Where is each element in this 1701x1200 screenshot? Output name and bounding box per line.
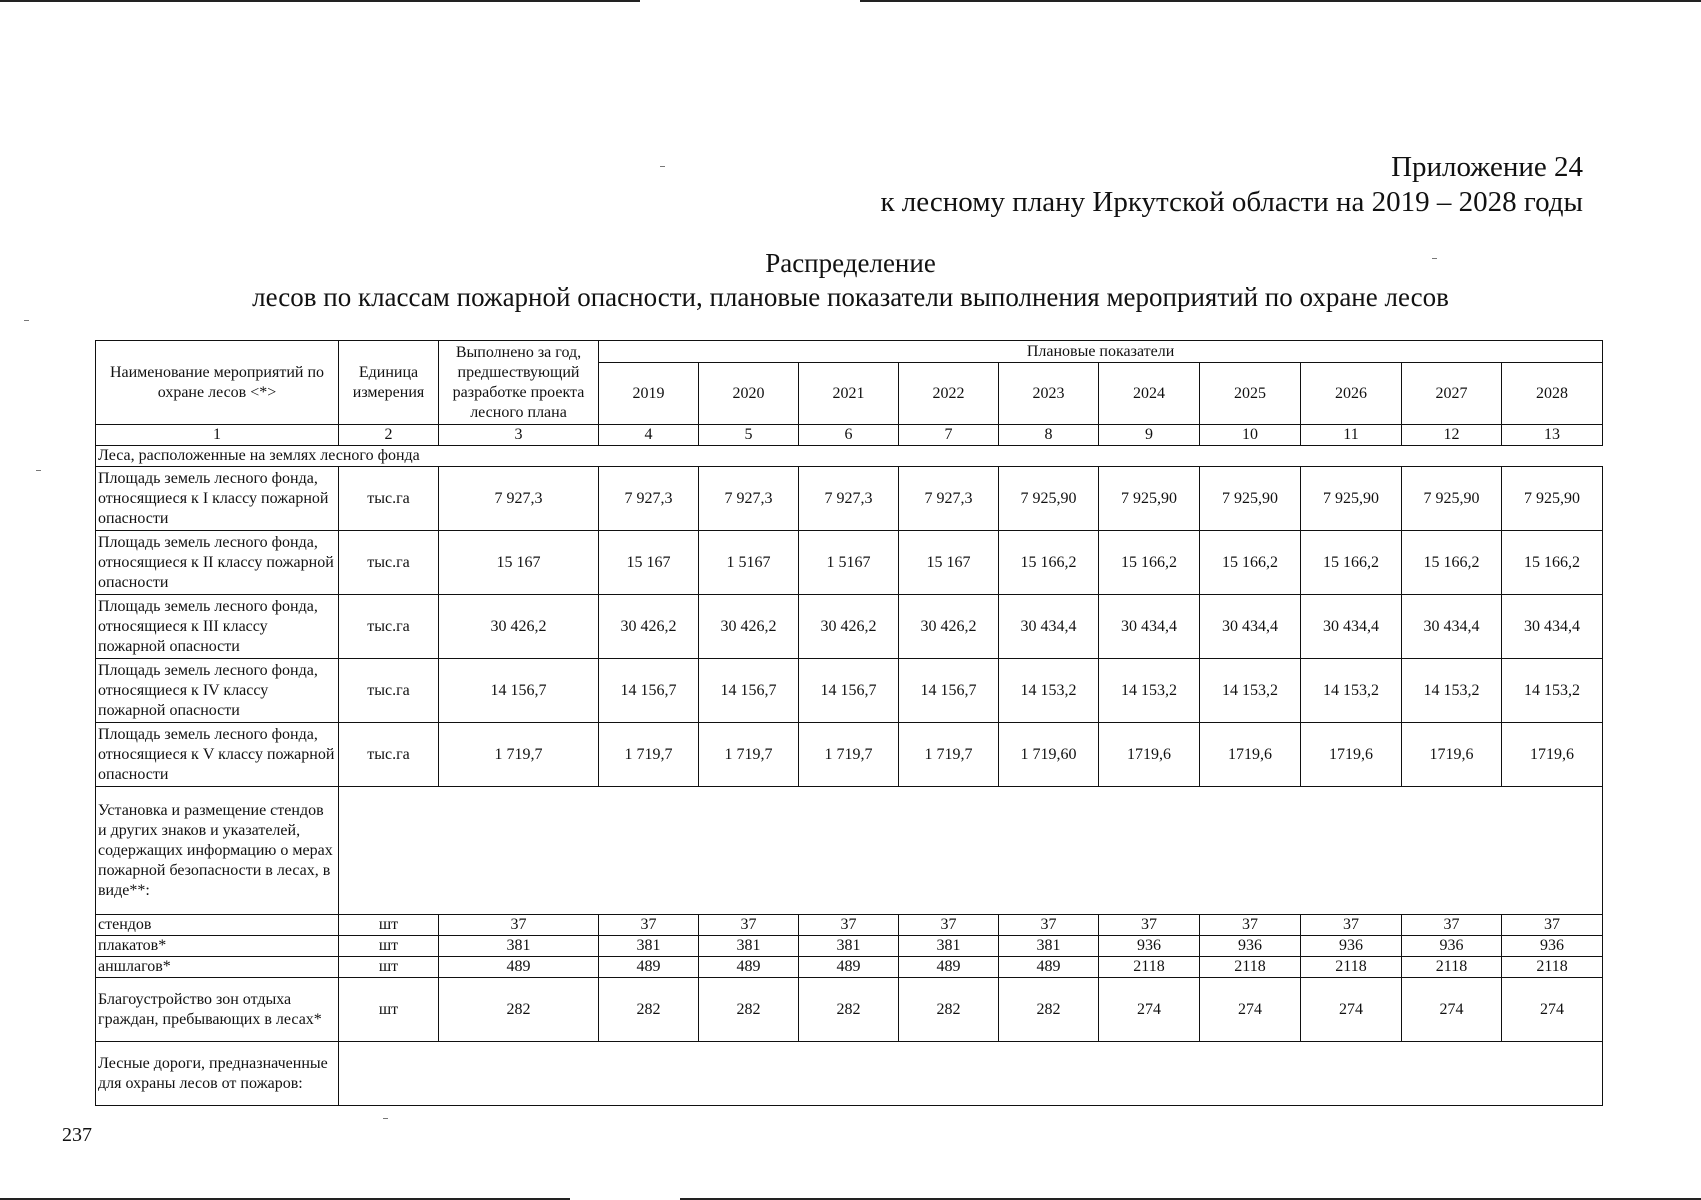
value-cell: 14 156,7 xyxy=(699,659,799,723)
unit-cell: шт xyxy=(339,957,439,978)
value-cell: 2118 xyxy=(1301,957,1402,978)
value-cell: 37 xyxy=(1402,915,1502,936)
title-line-2: лесов по классам пожарной опасности, плановые показатели выполнения мероприятий по охране лесов xyxy=(252,282,1449,312)
value-cell: 7 927,3 xyxy=(439,467,599,531)
value-cell: 37 xyxy=(599,915,699,936)
unit-cell: шт xyxy=(339,936,439,957)
scan-speck xyxy=(24,320,29,321)
unit-cell: тыс.га xyxy=(339,467,439,531)
value-cell: 381 xyxy=(599,936,699,957)
value-cell: 30 434,4 xyxy=(1502,595,1603,659)
value-cell: 274 xyxy=(1301,978,1402,1042)
value-cell: 30 434,4 xyxy=(1099,595,1200,659)
value-cell: 37 xyxy=(1200,915,1301,936)
value-cell: 14 156,7 xyxy=(799,659,899,723)
value-cell: 381 xyxy=(699,936,799,957)
page-number: 237 xyxy=(62,1124,92,1146)
value-cell: 7 927,3 xyxy=(899,467,999,531)
value-cell: 37 xyxy=(1502,915,1603,936)
value-cell: 1719,6 xyxy=(1301,723,1402,787)
value-cell: 30 426,2 xyxy=(899,595,999,659)
year-header: 2023 xyxy=(999,363,1099,425)
value-cell: 936 xyxy=(1301,936,1402,957)
year-header: 2024 xyxy=(1099,363,1200,425)
value-cell: 2118 xyxy=(1099,957,1200,978)
value-cell: 15 166,2 xyxy=(1099,531,1200,595)
empty-cell xyxy=(339,1042,1603,1106)
value-cell: 2118 xyxy=(1200,957,1301,978)
section-heading: Леса, расположенные на землях лесного фонда xyxy=(96,446,1603,467)
value-cell: 2118 xyxy=(1502,957,1603,978)
table-row xyxy=(96,723,1603,787)
scan-speck xyxy=(660,166,665,167)
value-cell: 37 xyxy=(439,915,599,936)
value-cell: 30 434,4 xyxy=(1301,595,1402,659)
table-row xyxy=(96,978,1603,1042)
value-cell: 274 xyxy=(1099,978,1200,1042)
value-cell: 489 xyxy=(899,957,999,978)
scan-edge-top-right xyxy=(860,0,1701,2)
scan-speck xyxy=(1432,258,1437,259)
class-area-name: Площадь земель лесного фонда, относящиеся к II классу пожарной опасности xyxy=(96,531,339,595)
value-cell: 37 xyxy=(899,915,999,936)
value-cell: 7 925,90 xyxy=(1200,467,1301,531)
value-cell: 489 xyxy=(999,957,1099,978)
value-cell: 489 xyxy=(599,957,699,978)
value-cell: 381 xyxy=(799,936,899,957)
value-cell: 7 925,90 xyxy=(1099,467,1200,531)
value-cell: 1 719,7 xyxy=(699,723,799,787)
value-cell: 489 xyxy=(439,957,599,978)
column-number: 2 xyxy=(339,425,439,446)
year-header: 2026 xyxy=(1301,363,1402,425)
value-cell: 37 xyxy=(1301,915,1402,936)
value-cell: 37 xyxy=(999,915,1099,936)
value-cell: 1719,6 xyxy=(1099,723,1200,787)
class-area-name: Площадь земель лесного фонда, относящиеся к I классу пожарной опасности xyxy=(96,467,339,531)
value-cell: 15 166,2 xyxy=(1402,531,1502,595)
fire-protection-table xyxy=(95,340,1603,1106)
column-number: 8 xyxy=(999,425,1099,446)
column-number: 11 xyxy=(1301,425,1402,446)
title-line-1: Распределение xyxy=(765,248,936,278)
sign-type-name: стендов xyxy=(96,915,339,936)
value-cell: 1719,6 xyxy=(1402,723,1502,787)
year-header: 2022 xyxy=(899,363,999,425)
value-cell: 1 719,7 xyxy=(599,723,699,787)
table-row xyxy=(96,1042,1603,1106)
value-cell: 37 xyxy=(1099,915,1200,936)
document-title xyxy=(0,246,1701,314)
header-done: Выполнено за год, предшествующий разработке проекта лесного плана xyxy=(439,341,599,425)
scan-edge-top-left xyxy=(0,0,640,2)
value-cell: 282 xyxy=(999,978,1099,1042)
value-cell: 1 5167 xyxy=(699,531,799,595)
value-cell: 7 925,90 xyxy=(1402,467,1502,531)
header-name: Наименование мероприятий по охране лесов <*> xyxy=(96,341,339,425)
column-number: 10 xyxy=(1200,425,1301,446)
value-cell: 30 426,2 xyxy=(699,595,799,659)
recreation-name: Благоустройство зон отдыха граждан, пребывающих в лесах* xyxy=(96,978,339,1042)
year-header: 2021 xyxy=(799,363,899,425)
year-header: 2019 xyxy=(599,363,699,425)
value-cell: 30 434,4 xyxy=(1402,595,1502,659)
table-row xyxy=(96,915,1603,936)
value-cell: 15 166,2 xyxy=(1502,531,1603,595)
value-cell: 30 426,2 xyxy=(599,595,699,659)
value-cell: 1719,6 xyxy=(1502,723,1603,787)
value-cell: 274 xyxy=(1502,978,1603,1042)
value-cell: 14 156,7 xyxy=(899,659,999,723)
value-cell: 936 xyxy=(1200,936,1301,957)
value-cell: 14 153,2 xyxy=(1402,659,1502,723)
value-cell: 7 925,90 xyxy=(1502,467,1603,531)
value-cell: 1 719,7 xyxy=(799,723,899,787)
value-cell: 14 153,2 xyxy=(1301,659,1402,723)
table-row xyxy=(96,531,1603,595)
annex-number: Приложение 24 xyxy=(1391,151,1583,183)
table-row xyxy=(96,787,1603,915)
value-cell: 14 153,2 xyxy=(1200,659,1301,723)
table-row xyxy=(96,595,1603,659)
value-cell: 30 426,2 xyxy=(439,595,599,659)
unit-cell: тыс.га xyxy=(339,531,439,595)
empty-cell xyxy=(339,787,1603,915)
value-cell: 936 xyxy=(1402,936,1502,957)
value-cell: 282 xyxy=(799,978,899,1042)
value-cell: 37 xyxy=(799,915,899,936)
value-cell: 30 434,4 xyxy=(999,595,1099,659)
table-row xyxy=(96,467,1603,531)
value-cell: 381 xyxy=(439,936,599,957)
year-header: 2020 xyxy=(699,363,799,425)
value-cell: 1 719,7 xyxy=(439,723,599,787)
value-cell: 274 xyxy=(1200,978,1301,1042)
value-cell: 37 xyxy=(699,915,799,936)
table-row xyxy=(96,659,1603,723)
unit-cell: тыс.га xyxy=(339,595,439,659)
column-number: 12 xyxy=(1402,425,1502,446)
annex-reference: к лесному плану Иркутской области на 2019 – 2028 годы xyxy=(880,186,1583,218)
value-cell: 489 xyxy=(799,957,899,978)
year-header: 2027 xyxy=(1402,363,1502,425)
table-row xyxy=(96,936,1603,957)
value-cell: 282 xyxy=(699,978,799,1042)
value-cell: 7 925,90 xyxy=(999,467,1099,531)
column-number: 4 xyxy=(599,425,699,446)
scan-speck xyxy=(383,1118,388,1119)
stands-heading: Установка и размещение стендов и других знаков и указателей, содержащих информацию о мерах пожарной безопасности в лесах, в виде**: xyxy=(96,787,339,915)
header-plan: Плановые показатели xyxy=(599,341,1603,363)
value-cell: 7 927,3 xyxy=(699,467,799,531)
value-cell: 1 719,7 xyxy=(899,723,999,787)
sign-type-name: плакатов* xyxy=(96,936,339,957)
header-unit: Единица измерения xyxy=(339,341,439,425)
class-area-name: Площадь земель лесного фонда, относящиеся к III классу пожарной опасности xyxy=(96,595,339,659)
value-cell: 14 156,7 xyxy=(599,659,699,723)
value-cell: 15 167 xyxy=(899,531,999,595)
value-cell: 15 167 xyxy=(599,531,699,595)
value-cell: 936 xyxy=(1502,936,1603,957)
value-cell: 7 927,3 xyxy=(799,467,899,531)
value-cell: 1 5167 xyxy=(799,531,899,595)
value-cell: 14 153,2 xyxy=(1502,659,1603,723)
annex-heading xyxy=(880,150,1583,219)
value-cell: 1 719,60 xyxy=(999,723,1099,787)
value-cell: 30 426,2 xyxy=(799,595,899,659)
value-cell: 14 156,7 xyxy=(439,659,599,723)
column-number: 6 xyxy=(799,425,899,446)
value-cell: 282 xyxy=(439,978,599,1042)
class-area-name: Площадь земель лесного фонда, относящиеся к IV классу пожарной опасности xyxy=(96,659,339,723)
value-cell: 282 xyxy=(599,978,699,1042)
column-number: 3 xyxy=(439,425,599,446)
value-cell: 489 xyxy=(699,957,799,978)
value-cell: 15 166,2 xyxy=(1200,531,1301,595)
unit-cell: тыс.га xyxy=(339,723,439,787)
column-number: 1 xyxy=(96,425,339,446)
scan-speck xyxy=(36,470,41,471)
value-cell: 381 xyxy=(999,936,1099,957)
value-cell: 274 xyxy=(1402,978,1502,1042)
value-cell: 282 xyxy=(899,978,999,1042)
roads-heading: Лесные дороги, предназначенные для охраны лесов от пожаров: xyxy=(96,1042,339,1106)
unit-cell: тыс.га xyxy=(339,659,439,723)
column-number: 9 xyxy=(1099,425,1200,446)
value-cell: 7 925,90 xyxy=(1301,467,1402,531)
unit-cell: шт xyxy=(339,915,439,936)
unit-cell: шт xyxy=(339,978,439,1042)
sign-type-name: аншлагов* xyxy=(96,957,339,978)
value-cell: 14 153,2 xyxy=(999,659,1099,723)
value-cell: 7 927,3 xyxy=(599,467,699,531)
class-area-name: Площадь земель лесного фонда, относящиеся к V классу пожарной опасности xyxy=(96,723,339,787)
value-cell: 14 153,2 xyxy=(1099,659,1200,723)
column-number: 5 xyxy=(699,425,799,446)
value-cell: 1719,6 xyxy=(1200,723,1301,787)
value-cell: 15 166,2 xyxy=(1301,531,1402,595)
column-number: 7 xyxy=(899,425,999,446)
value-cell: 936 xyxy=(1099,936,1200,957)
value-cell: 381 xyxy=(899,936,999,957)
year-header: 2025 xyxy=(1200,363,1301,425)
value-cell: 2118 xyxy=(1402,957,1502,978)
year-header: 2028 xyxy=(1502,363,1603,425)
value-cell: 30 434,4 xyxy=(1200,595,1301,659)
column-number: 13 xyxy=(1502,425,1603,446)
table-row xyxy=(96,957,1603,978)
value-cell: 15 167 xyxy=(439,531,599,595)
value-cell: 15 166,2 xyxy=(999,531,1099,595)
